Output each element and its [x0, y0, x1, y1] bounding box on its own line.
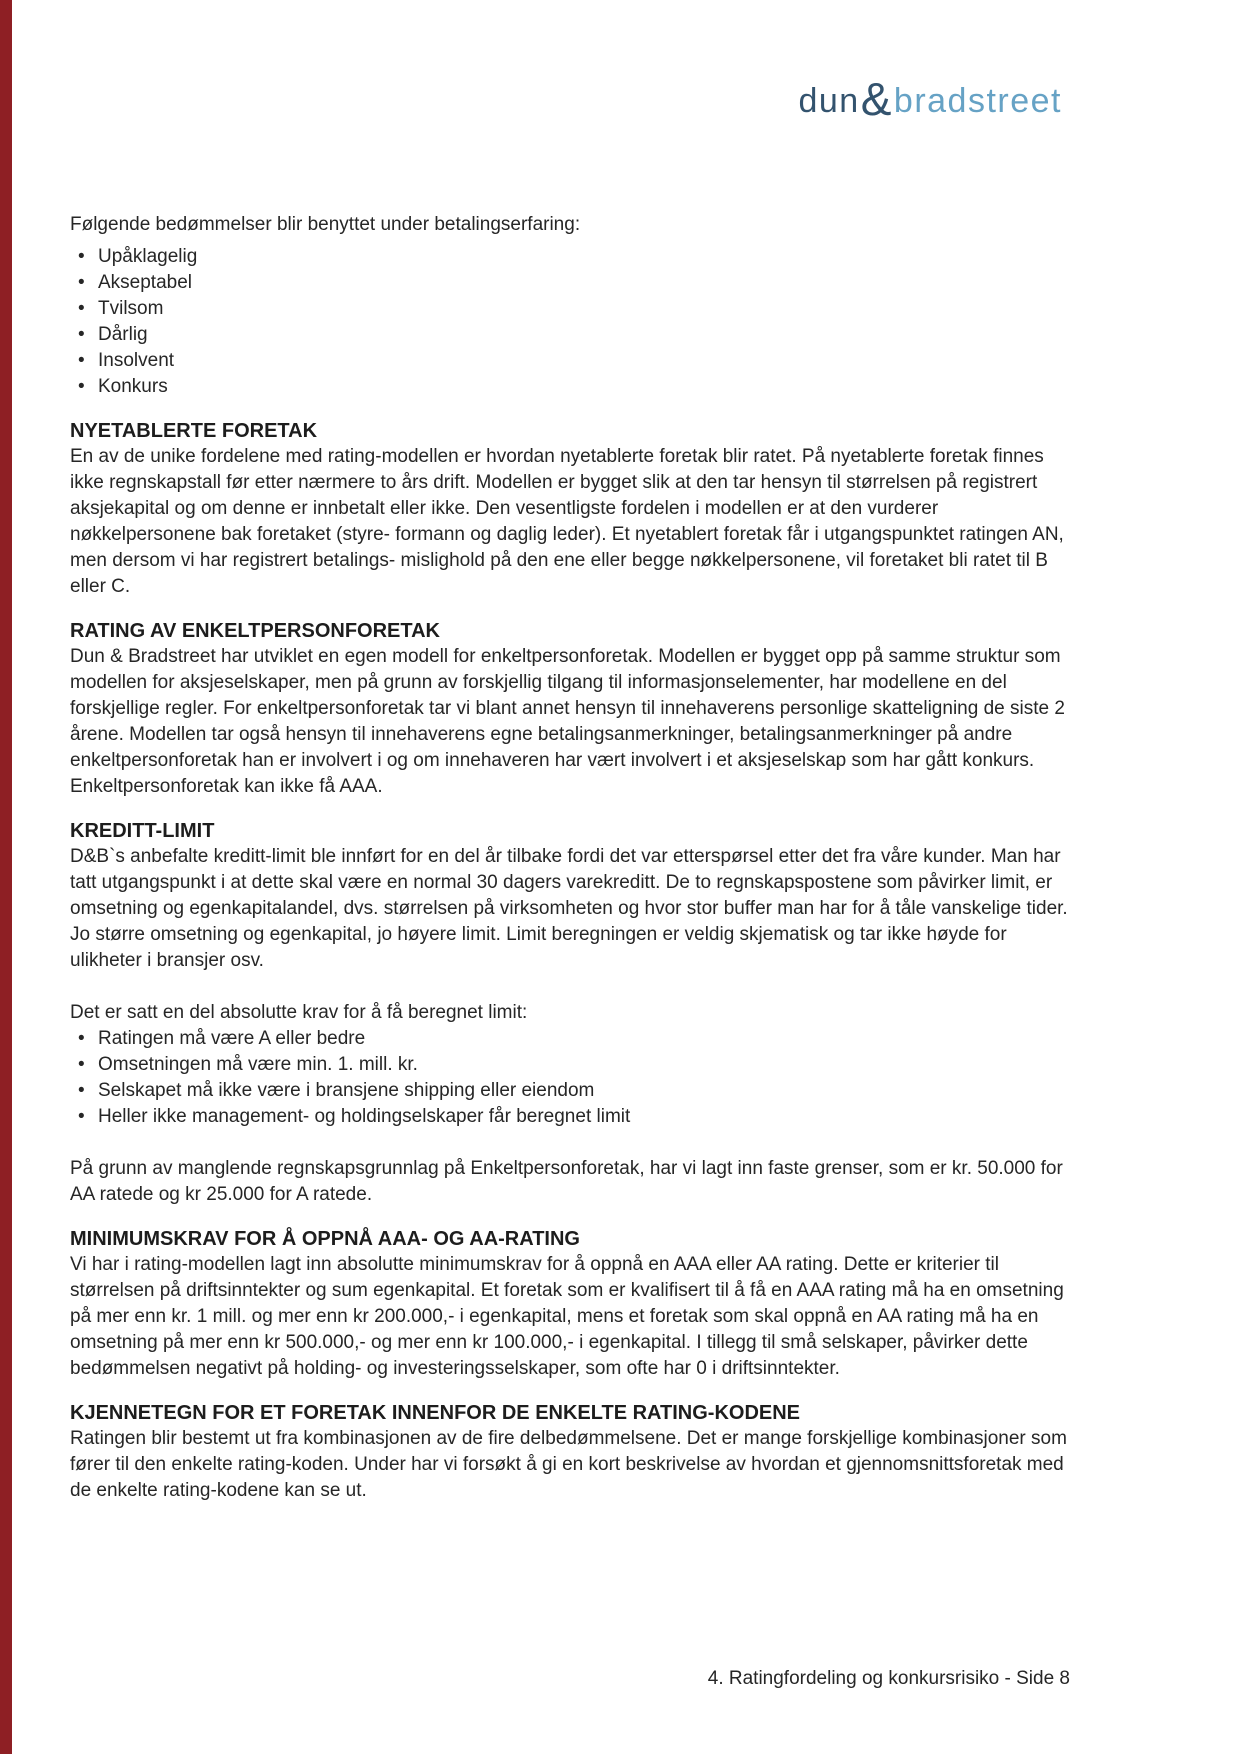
section-body-kreditt-limit: D&B`s anbefalte kreditt-limit ble innført for en del år tilbake fordi det var etterspørsel etter det fra våre kunder. Man har tatt utgangspunkt i at dette skal være en normal 30 dagers varekreditt. De to regnskapspostene som påvirker limit, er omsetning og egenkapitalandel, dvs. størrelsen på virksomheten og hvor stor buffer man har for å tåle vanskelige tider. Jo større omsetning og egenkapital, jo høyere limit. Limit beregningen er veldig skjematisk og tar ikke høyde for ulikheter i bransjer osv.	[70, 846, 1068, 971]
logo-ampersand-icon: &	[860, 73, 893, 125]
dun-bradstreet-logo	[798, 74, 1062, 123]
list-item: • Omsetningen må være min. 1. mill. kr.	[70, 1052, 1070, 1078]
list-item: • Dårlig	[70, 322, 1070, 348]
document-body	[70, 212, 1070, 1504]
limit-requirements-list	[70, 1026, 1070, 1130]
section-body-minimumskrav: Vi har i rating-modellen lagt inn absolutte minimumskrav for å oppnå en AAA eller AA rating. Dette er kriterier til størrelsen på driftsinntekter og sum egenkapital. Et foretak som er kvalifisert til å få en AAA rating må ha en omsetning på mer enn kr. 1 mill. og mer enn kr 200.000,- i egenkapital, mens et foretak som skal oppnå en AA rating må ha en omsetning på mer enn kr 500.000,- og mer enn kr 100.000,- i egenkapital. I tillegg til små selskaper, påvirker dette bedømmelsen negativt på holding- og investeringsselskaper, som ofte har 0 i driftsinntekter.	[70, 1254, 1064, 1379]
list-item: • Konkurs	[70, 374, 1070, 400]
section-body-rating-enkeltpersonforetak: Dun & Bradstreet har utviklet en egen modell for enkeltpersonforetak. Modellen er bygget opp på samme struktur som modellen for aksjeselskaper, men på grunn av forskjellig tilgang til informasjonselementer, har modellene en del forskjellige regler. For enkeltpersonforetak tar vi blant annet hensyn til innehaverens personlige skatteligning de siste 2 årene. Modellen tar også hensyn til innehaverens egne betalingsanmerkninger, betalingsanmerkninger på andre enkeltpersonforetak han er involvert i og om innehaveren har vært involvert i et aksjeselskap som har gått konkurs. Enkeltpersonforetak kan ikke få AAA.	[70, 646, 1065, 797]
list-item: • Tvilsom	[70, 296, 1070, 322]
section-heading-minimumskrav: MINIMUMSKRAV FOR Å OPPNÅ AAA- OG AA-RATING	[70, 1228, 580, 1250]
section-heading-kjennetegn: KJENNETEGN FOR ET FORETAK INNENFOR DE ENKELTE RATING-KODENE	[70, 1402, 801, 1424]
list-item: • Selskapet må ikke være i bransjene shipping eller eiendom	[70, 1078, 1070, 1104]
list-item: • Ratingen må være A eller bedre	[70, 1026, 1070, 1052]
intro-lead-paragraph: Følgende bedømmelser blir benyttet under betalingserfaring:	[70, 214, 581, 235]
limit-requirements-intro: Det er satt en del absolutte krav for å få beregnet limit:	[70, 1002, 528, 1023]
section-heading-kreditt-limit: KREDITT-LIMIT	[70, 820, 215, 842]
section-heading-nyetablerte-foretak: NYETABLERTE FORETAK	[70, 420, 318, 442]
list-item: • Insolvent	[70, 348, 1070, 374]
logo-bradstreet-text: bradstreet	[893, 82, 1062, 120]
logo-dun-text: dun	[798, 82, 860, 120]
left-accent-stripe	[0, 0, 12, 1754]
section-heading-rating-enkeltpersonforetak: RATING AV ENKELTPERSONFORETAK	[70, 620, 440, 642]
list-item: • Heller ikke management- og holdingselskaper får beregnet limit	[70, 1104, 1070, 1130]
section-body-nyetablerte-foretak: En av de unike fordelene med rating-modellen er hvordan nyetablerte foretak blir ratet. På nyetablerte foretak finnes ikke regnskapstall før etter nærmere to års drift. Modellen er bygget slik at den tar hensyn til størrelsen på registrert aksjekapital og om denne er innbetalt eller ikke. Den vesentligste fordelen i modellen er at den vurderer nøkkelpersonene bak foretaket (styre- formann og daglig leder). Et nyetablert foretak får i utgangspunktet ratingen AN, men dersom vi har registrert betalings- mislighold på den ene eller begge nøkkelpersonene, vil foretaket bli ratet til B eller C.	[70, 446, 1064, 597]
list-item: • Akseptabel	[70, 270, 1070, 296]
payment-experience-list	[70, 244, 1070, 400]
limit-fixed-thresholds-note: På grunn av manglende regnskapsgrunnlag på Enkeltpersonforetak, har vi lagt inn faste grenser, som er kr. 50.000 for AA ratede og kr 25.000 for A ratede.	[70, 1158, 1063, 1205]
page-footer: 4. Ratingfordeling og konkursrisiko - Side 8	[707, 1668, 1070, 1689]
list-item: • Upåklagelig	[70, 244, 1070, 270]
section-body-kjennetegn: Ratingen blir bestemt ut fra kombinasjonen av de fire delbedømmelsene. Det er mange forskjellige kombinasjoner som fører til den enkelte rating-koden. Under har vi forsøkt å gi en kort beskrivelse av hvordan et gjennomsnittsforetak med de enkelte rating-kodene kan se ut.	[70, 1428, 1067, 1501]
